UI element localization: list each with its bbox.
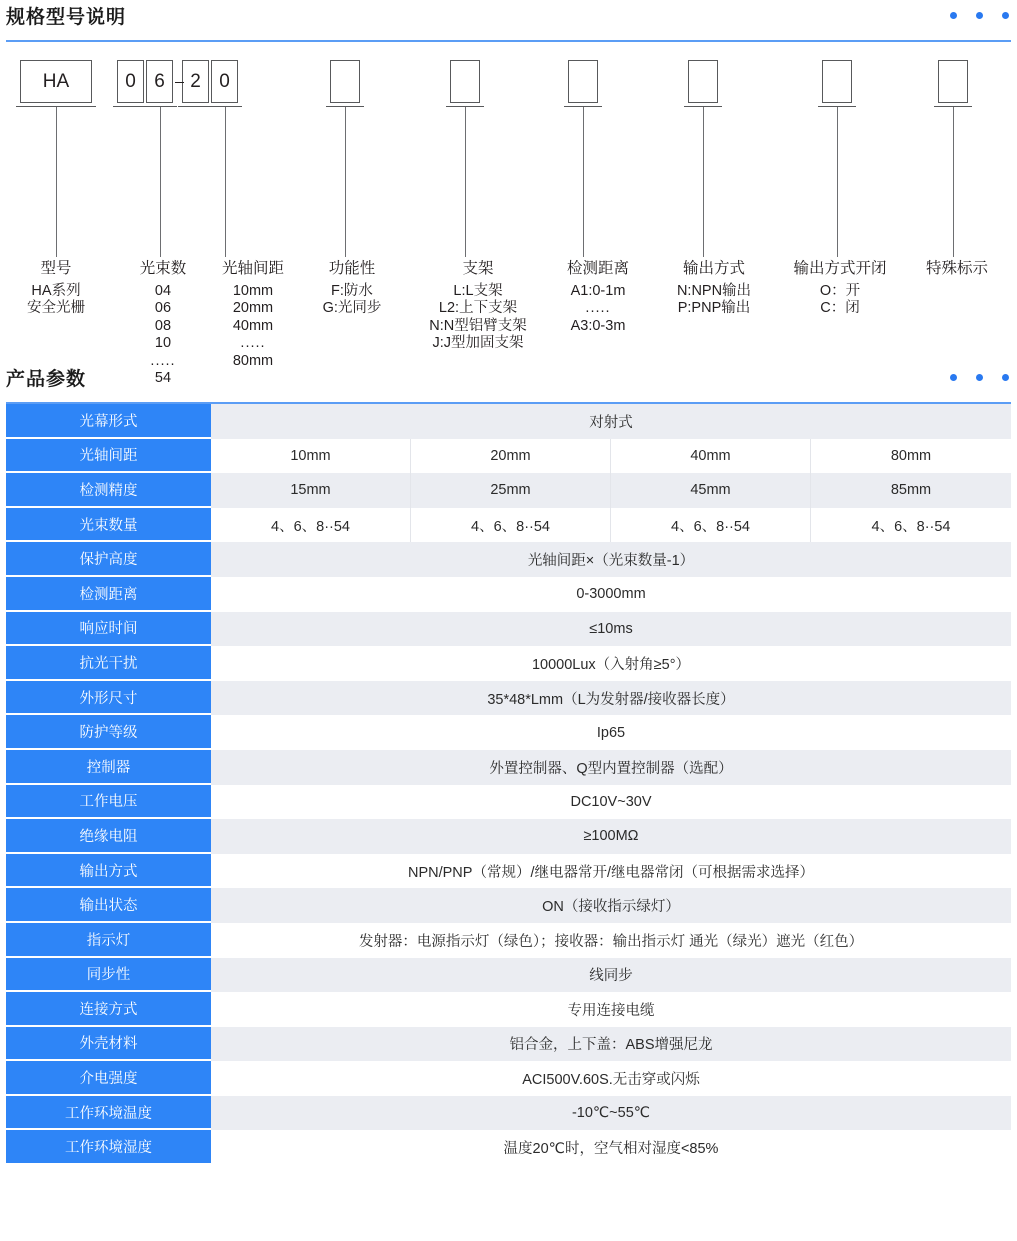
header-dots-decoration [950, 12, 1009, 19]
spec-row-value: ≥100MΩ [211, 819, 1011, 854]
legend-column-title: 输出方式开闭 [793, 260, 887, 277]
table-row [6, 819, 1011, 854]
table-row [6, 508, 1011, 543]
table-row [6, 958, 1011, 993]
model-code-leader-line-5 [465, 107, 466, 257]
legend-item: 10 [154, 335, 172, 351]
spec-row-label: 检测精度 [6, 473, 211, 508]
table-row [6, 1027, 1011, 1062]
spec-row-label: 防护等级 [6, 715, 211, 750]
table-row [6, 992, 1011, 1027]
legend-item: 80mm [232, 352, 274, 369]
model-code-box-1: HA [20, 60, 92, 103]
model-code-leader-line-6 [583, 107, 584, 257]
spec-row-value: 光轴间距×（光束数量-1） [211, 542, 1011, 577]
table-row [6, 750, 1011, 785]
legend-column-title: 支架 [462, 260, 494, 277]
table-row [6, 888, 1011, 923]
spec-row-label: 保护高度 [6, 542, 211, 577]
legend-item: 20mm [232, 300, 274, 316]
specification-table [6, 404, 1011, 1165]
legend-item: ..... [240, 335, 266, 351]
header-divider [6, 40, 1011, 42]
dot-icon [976, 374, 983, 381]
model-code-dash [175, 82, 184, 83]
spec-row-value: 4、6、8··54 [211, 508, 411, 543]
legend-item: 10mm [232, 282, 274, 299]
legend-column-title: 光束数 [139, 260, 187, 277]
spec-row-value: 4、6、8··54 [611, 508, 811, 543]
spec-row-value: 10mm [211, 439, 411, 474]
legend-item: F:防水 [331, 282, 373, 299]
spec-row-value: Ip65 [211, 715, 1011, 750]
spec-row-value: ON（接收指示绿灯） [211, 888, 1011, 923]
model-code-leader-line-3 [225, 107, 226, 257]
legend-column-title: 功能性 [328, 260, 376, 277]
table-row [6, 785, 1011, 820]
spec-row-label: 连接方式 [6, 992, 211, 1027]
legend-item: C：闭 [820, 300, 860, 316]
spec-row-label: 输出状态 [6, 888, 211, 923]
model-code-legend-column-9 [867, 260, 1017, 283]
model-code-leader-line-9 [953, 107, 954, 257]
legend-item: 08 [154, 317, 172, 334]
spec-row-value: ACI500V.60S.无击穿或闪烁 [211, 1061, 1011, 1096]
table-row [6, 1096, 1011, 1131]
spec-row-label: 工作电压 [6, 785, 211, 820]
table-row [6, 542, 1011, 577]
dot-icon [1002, 12, 1009, 19]
spec-row-value: 外置控制器、Q型内置控制器（选配） [211, 750, 1011, 785]
spec-row-value: ≤10ms [211, 612, 1011, 647]
legend-item: A3:0-3m [570, 317, 626, 334]
section-header-model-code [0, 0, 1017, 42]
page-title-product-params: 产品参数 [6, 369, 87, 390]
model-code-box-7 [450, 60, 480, 103]
header-dots-decoration [950, 374, 1009, 381]
spec-row-value: 线同步 [211, 958, 1011, 993]
model-code-underbar-3 [178, 106, 242, 107]
table-row [6, 473, 1011, 508]
legend-item: ..... [585, 300, 611, 316]
spec-row-value: 4、6、8··54 [411, 508, 611, 543]
spec-row-label: 指示灯 [6, 923, 211, 958]
legend-item: ..... [150, 352, 176, 369]
spec-row-label: 工作环境湿度 [6, 1130, 211, 1165]
page-title-model-code: 规格型号说明 [6, 7, 127, 28]
model-code-underbar-2 [113, 106, 177, 107]
legend-item: HA系列 [31, 282, 81, 299]
spec-row-label: 抗光干扰 [6, 646, 211, 681]
legend-item: G:光同步 [322, 300, 382, 316]
spec-row-label: 绝缘电阻 [6, 819, 211, 854]
legend-item: L2:上下支架 [438, 300, 518, 316]
legend-item: J:J型加固支架 [432, 335, 524, 351]
table-row [6, 681, 1011, 716]
spec-row-label: 检测距离 [6, 577, 211, 612]
model-code-leader-line-8 [837, 107, 838, 257]
spec-row-label: 控制器 [6, 750, 211, 785]
spec-row-value: 80mm [811, 439, 1011, 474]
section-header-product-params [0, 362, 1017, 404]
spec-row-value: 4、6、8··54 [811, 508, 1011, 543]
spec-row-value: 对射式 [211, 404, 1011, 439]
table-row [6, 1130, 1011, 1165]
spec-row-value: 20mm [411, 439, 611, 474]
spec-row-label: 光轴间距 [6, 439, 211, 474]
model-code-leader-line-7 [703, 107, 704, 257]
legend-item: 40mm [232, 317, 274, 334]
model-code-box-5: 0 [211, 60, 238, 103]
legend-item: N:N型铝臂支架 [429, 317, 527, 334]
model-code-box-9 [688, 60, 718, 103]
spec-row-value: -10℃~55℃ [211, 1096, 1011, 1131]
model-code-box-4: 2 [182, 60, 209, 103]
spec-row-label: 工作环境温度 [6, 1096, 211, 1131]
dot-icon [976, 12, 983, 19]
spec-row-value: 40mm [611, 439, 811, 474]
legend-column-title: 光轴间距 [221, 260, 284, 277]
legend-item: A1:0-1m [570, 282, 626, 299]
legend-item: N:NPN输出 [676, 282, 752, 299]
table-row [6, 439, 1011, 474]
model-code-box-3: 6 [146, 60, 173, 103]
dot-icon [1002, 374, 1009, 381]
legend-item: 安全光栅 [27, 300, 85, 316]
spec-row-value: DC10V~30V [211, 785, 1011, 820]
legend-item: 06 [154, 300, 172, 316]
dot-icon [950, 374, 957, 381]
spec-row-value: 85mm [811, 473, 1011, 508]
model-code-box-11 [938, 60, 968, 103]
spec-row-label: 同步性 [6, 958, 211, 993]
table-row [6, 715, 1011, 750]
spec-row-value: 发射器：电源指示灯（绿色）；接收器：输出指示灯 通光（绿光）遮光（红色） [211, 923, 1011, 958]
model-code-box-8 [568, 60, 598, 103]
spec-row-label: 输出方式 [6, 854, 211, 889]
table-row [6, 1061, 1011, 1096]
model-code-box-6 [330, 60, 360, 103]
spec-row-label: 光束数量 [6, 508, 211, 543]
spec-row-value: 温度20℃时，空气相对湿度<85% [211, 1130, 1011, 1165]
model-code-leader-line-1 [56, 107, 57, 257]
legend-item: P:PNP输出 [677, 300, 751, 316]
legend-column-title: 型号 [40, 260, 72, 277]
table-row [6, 577, 1011, 612]
dot-icon [950, 12, 957, 19]
legend-item: O：开 [819, 282, 861, 299]
legend-item: 04 [154, 282, 172, 299]
table-row [6, 404, 1011, 439]
spec-row-value: 0-3000mm [211, 577, 1011, 612]
table-row [6, 612, 1011, 647]
model-code-leader-line-2 [160, 107, 161, 257]
model-code-box-2: 0 [117, 60, 144, 103]
spec-row-value: 专用连接电缆 [211, 992, 1011, 1027]
model-code-box-10 [822, 60, 852, 103]
spec-row-value: 25mm [411, 473, 611, 508]
model-code-leader-line-4 [345, 107, 346, 257]
legend-column-title: 输出方式 [682, 260, 745, 277]
header-divider [6, 402, 1011, 404]
legend-item: L:L支架 [453, 282, 503, 299]
spec-row-label: 响应时间 [6, 612, 211, 647]
spec-row-label: 外壳材料 [6, 1027, 211, 1062]
legend-column-title: 特殊标示 [925, 260, 988, 277]
table-row [6, 646, 1011, 681]
spec-row-label: 外形尺寸 [6, 681, 211, 716]
table-row [6, 923, 1011, 958]
spec-row-value: 35*48*Lmm（L为发射器/接收器长度） [211, 681, 1011, 716]
spec-row-value: NPN/PNP（常规）/继电器常开/继电器常闭（可根据需求选择） [211, 854, 1011, 889]
spec-row-label: 介电强度 [6, 1061, 211, 1096]
table-row [6, 854, 1011, 889]
spec-row-label: 光幕形式 [6, 404, 211, 439]
spec-row-value: 10000Lux（入射角≥5°） [211, 646, 1011, 681]
spec-row-value: 45mm [611, 473, 811, 508]
legend-item: 54 [154, 370, 172, 386]
legend-column-title: 检测距离 [566, 260, 629, 277]
spec-row-value: 15mm [211, 473, 411, 508]
spec-row-value: 铝合金，上下盖：ABS增强尼龙 [211, 1027, 1011, 1062]
